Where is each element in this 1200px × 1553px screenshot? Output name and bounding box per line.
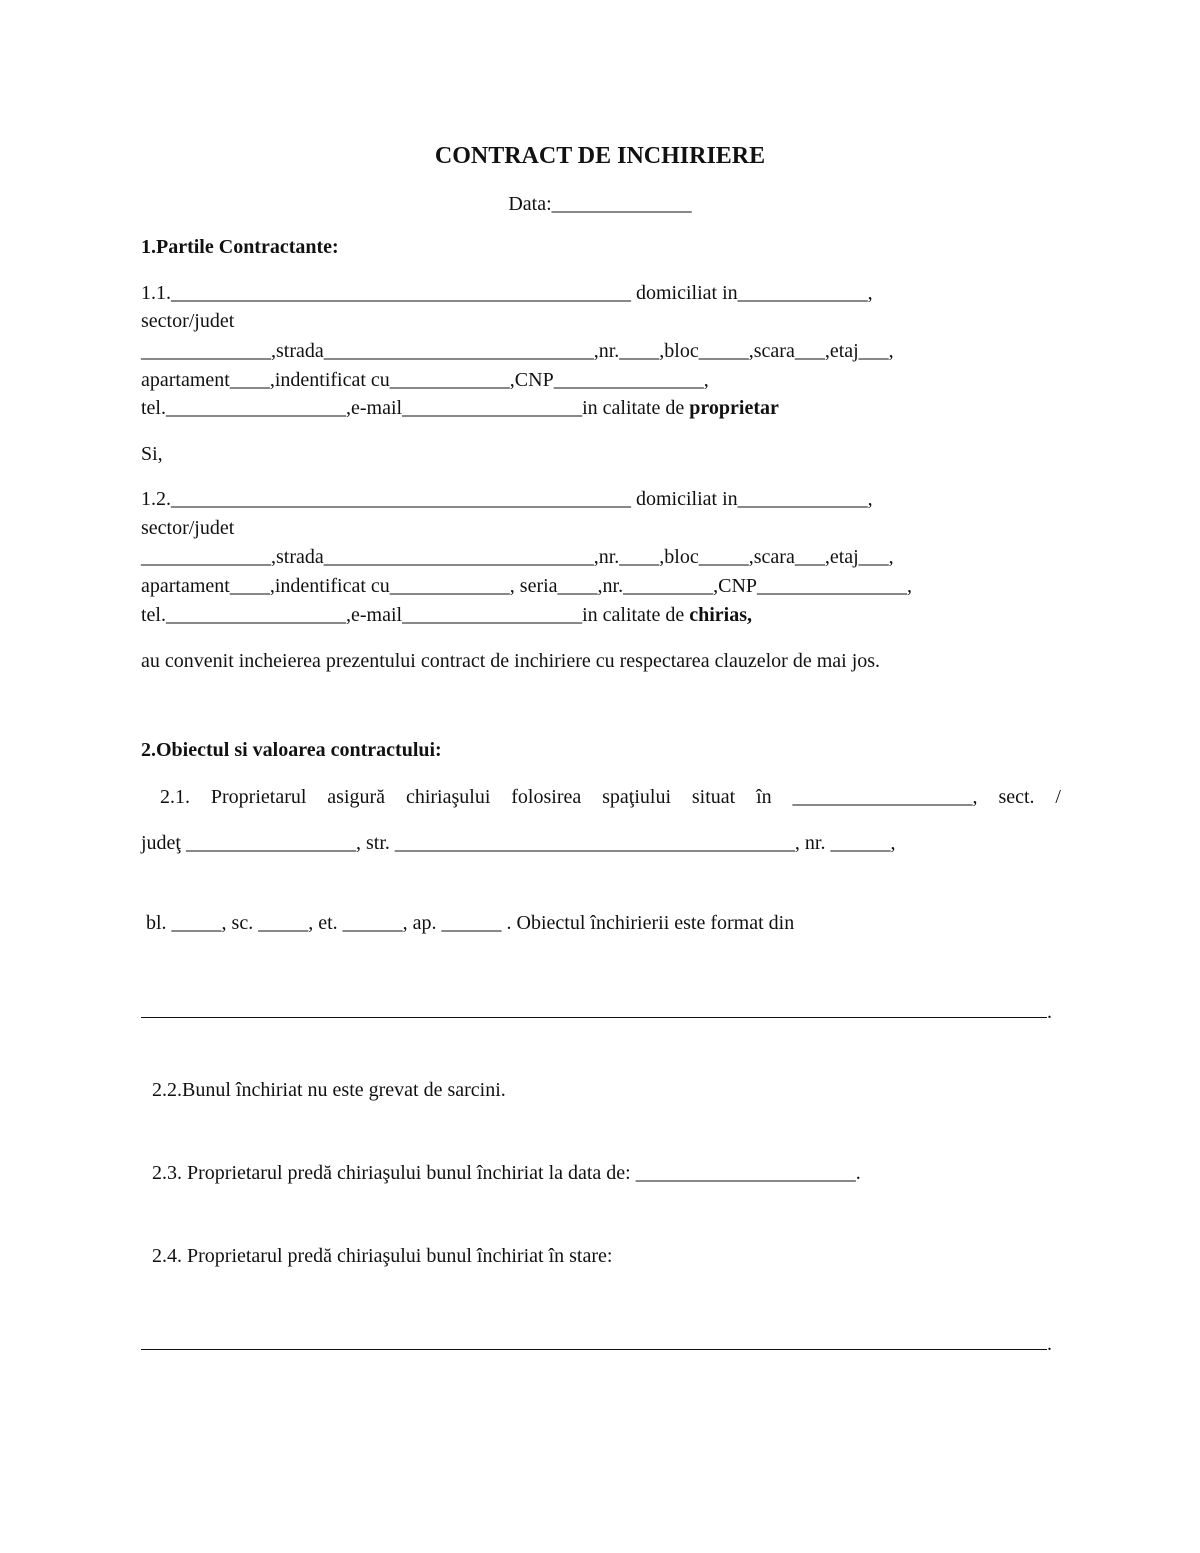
clause-2-1-line3: bl. _____, sc. _____, et. ______, ap. ______ . Obiectul închirierii este format din bbox=[146, 912, 795, 934]
party1-line4: apartament____,indentificat cu____________,CNP_______________, bbox=[141, 369, 709, 391]
clause-2-1-end: . bbox=[1047, 1001, 1052, 1023]
party1-role: proprietar bbox=[689, 397, 779, 419]
party1-line3: _____________,strada___________________________,nr.____,bloc_____,scara___,etaj___, bbox=[141, 340, 894, 362]
clause-2-4: 2.4. Proprietarul predă chiriaşului bunul închiriat în stare: bbox=[152, 1245, 613, 1267]
section2-heading: 2.Obiectul si valoarea contractului: bbox=[141, 739, 442, 761]
blank-rule-condition bbox=[141, 1349, 1047, 1350]
clause-2-4-end: . bbox=[1047, 1333, 1052, 1355]
party2-contact: tel.__________________,e-mail__________________in calitate de bbox=[141, 604, 690, 626]
party1-line5 bbox=[141, 397, 779, 420]
party2-line3: _____________,strada___________________________,nr.____,bloc_____,scara___,etaj___, bbox=[141, 546, 894, 568]
party2-line4: apartament____,indentificat cu____________, seria____,nr._________,CNP_______________, bbox=[141, 575, 913, 597]
clause-2-2: 2.2.Bunul închiriat nu este grevat de sarcini. bbox=[152, 1079, 506, 1101]
party1-contact: tel.__________________,e-mail__________________in calitate de bbox=[141, 397, 690, 419]
party1-line2: sector/judet bbox=[141, 310, 235, 332]
document-title: CONTRACT DE INCHIRIERE bbox=[434, 143, 766, 169]
clause-2-1-line2: judeţ _________________, str. ________________________________________, nr. ______, bbox=[141, 832, 896, 854]
conjunction: Si, bbox=[141, 443, 163, 465]
agreement-text: au convenit incheierea prezentului contract de inchiriere cu respectarea clauzelor de mai jos. bbox=[141, 650, 881, 672]
party2-role: chirias, bbox=[689, 604, 753, 626]
party2-line2: sector/judet bbox=[141, 517, 235, 539]
party2-line1: 1.2.______________________________________________ domiciliat in_____________, bbox=[141, 488, 873, 510]
clause-2-3: 2.3. Proprietarul predă chiriaşului bunul închiriat la data de: ______________________. bbox=[152, 1162, 861, 1184]
blank-rule-object bbox=[141, 1017, 1047, 1018]
clause-2-1-line1: 2.1. Proprietarul asigură chiriaşului folosirea spaţiului situat în __________________, sect. / bbox=[160, 786, 1061, 808]
party2-line5 bbox=[141, 604, 752, 627]
date-line: Data:______________ bbox=[508, 193, 692, 215]
party1-line1: 1.1.______________________________________________ domiciliat in_____________, bbox=[141, 282, 873, 304]
section1-heading: 1.Partile Contractante: bbox=[141, 236, 339, 258]
